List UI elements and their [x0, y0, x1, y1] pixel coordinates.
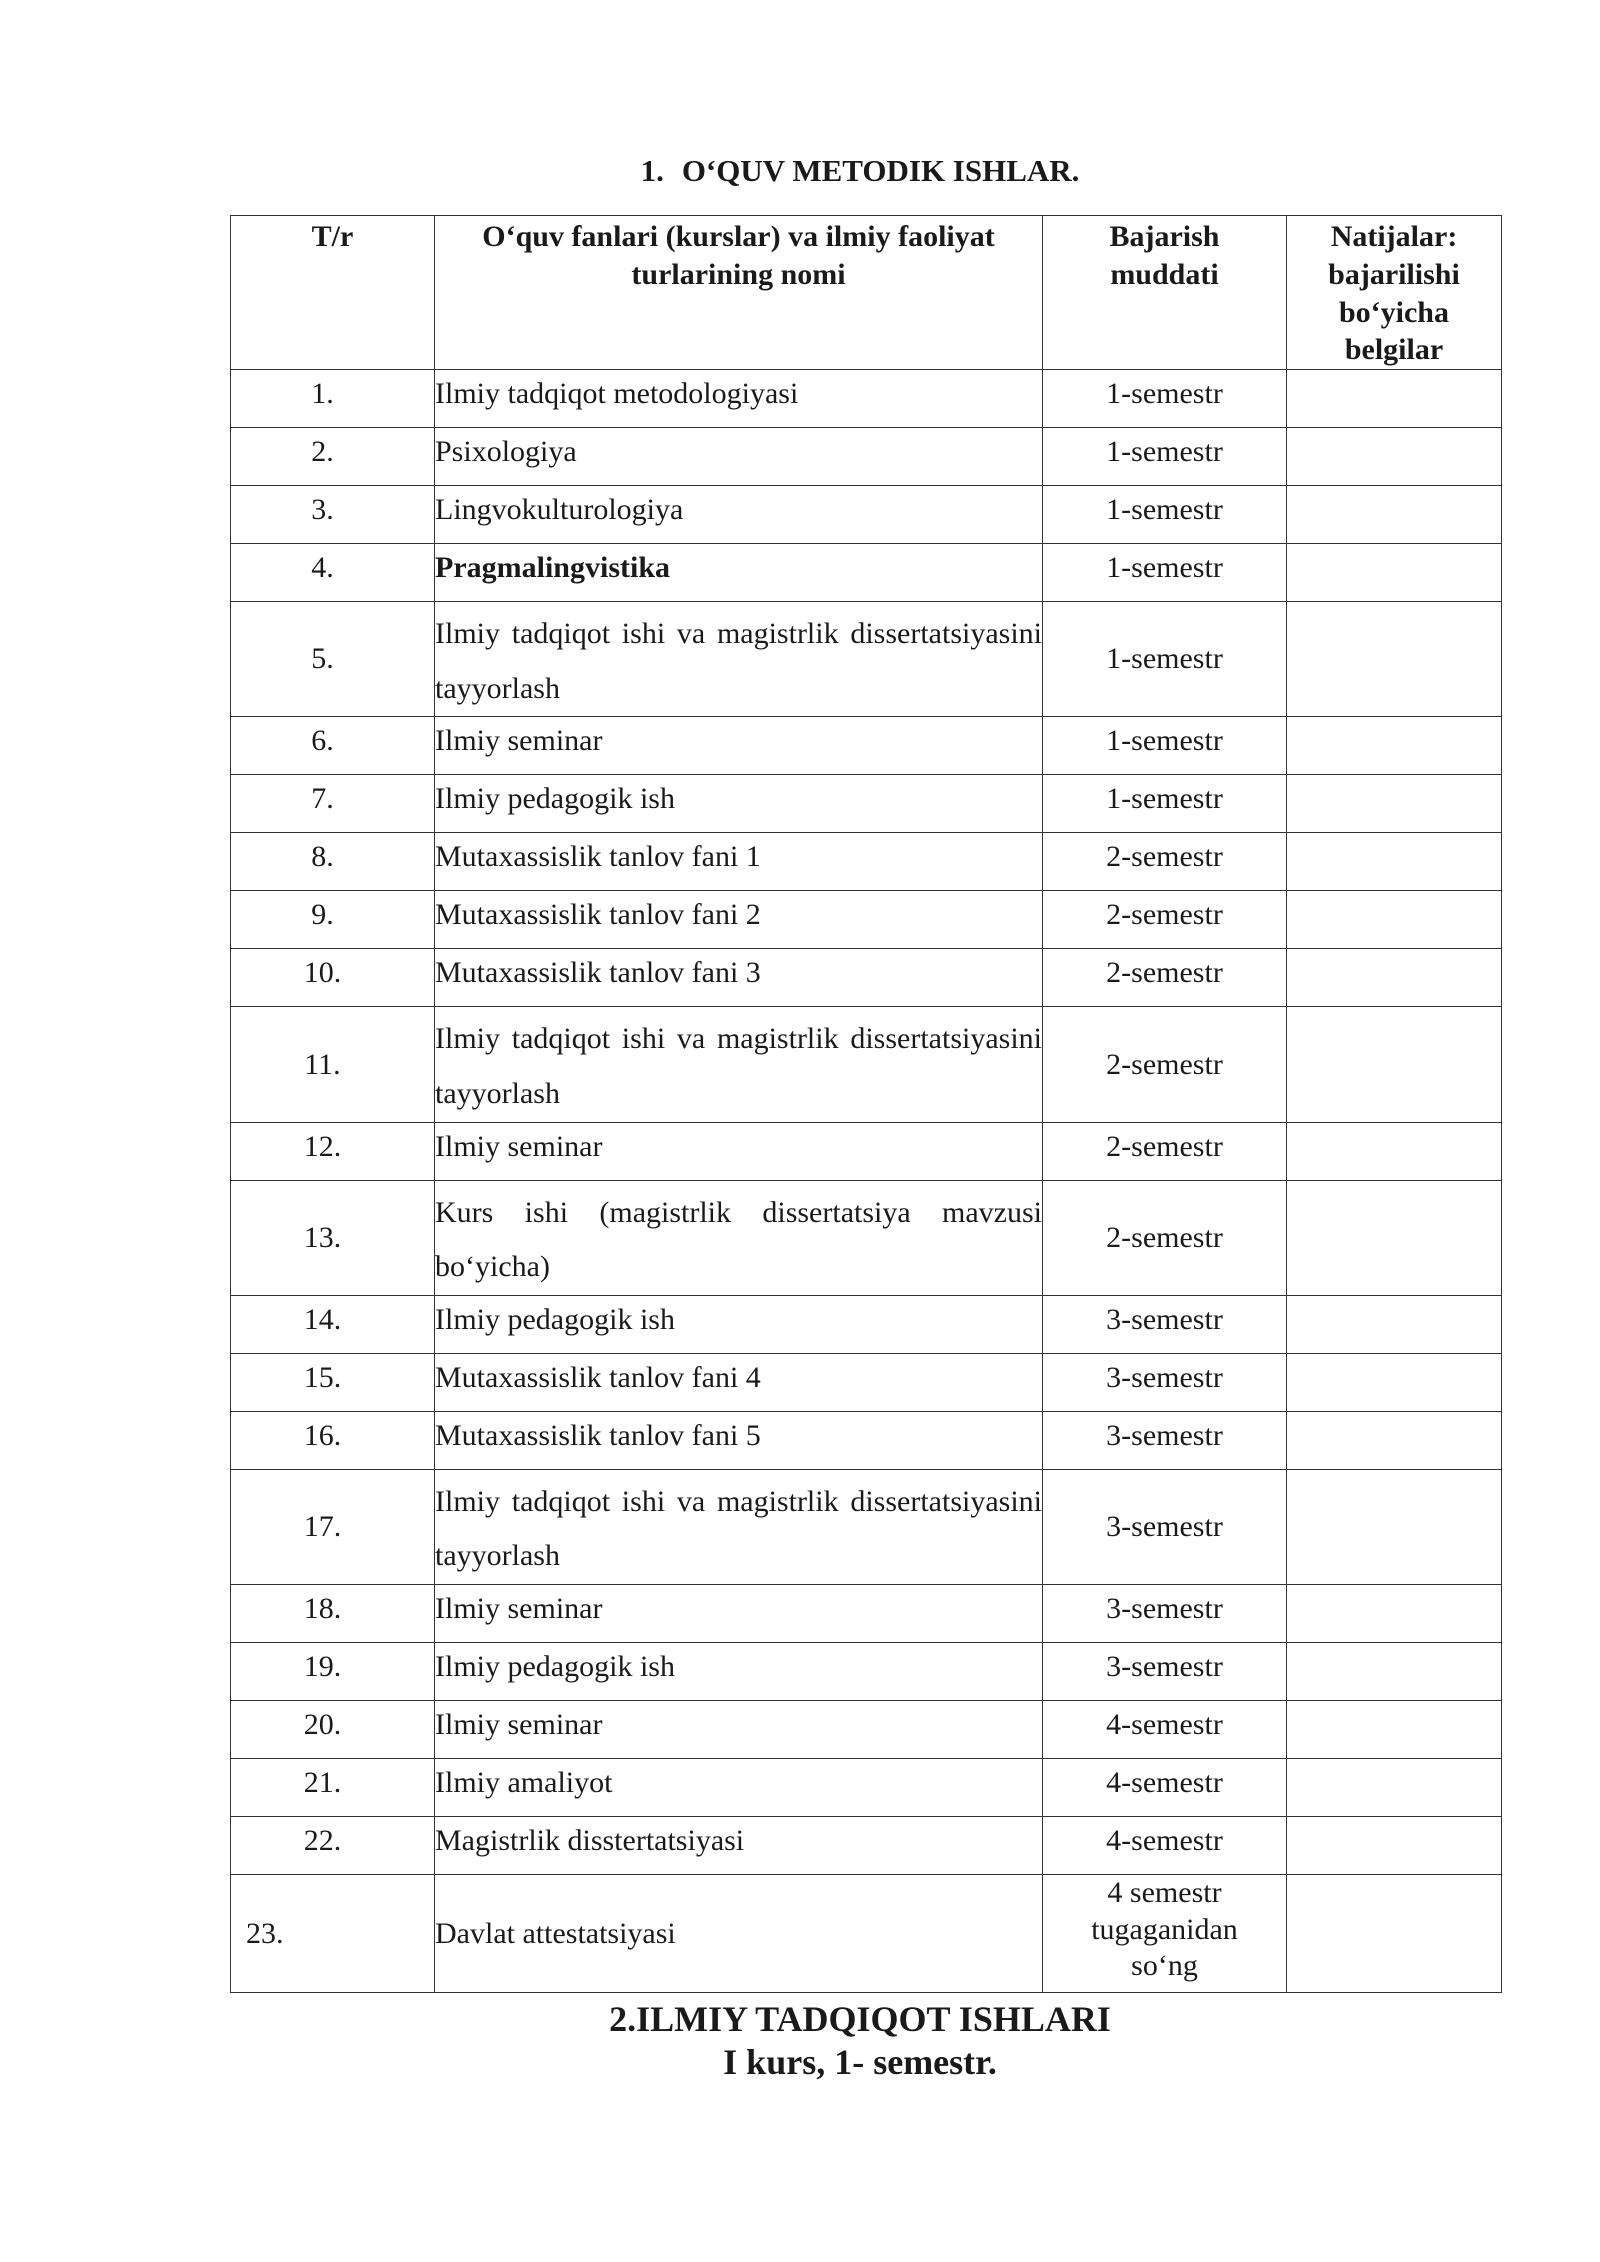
row-number: 9. — [311, 898, 334, 932]
table-row — [231, 1584, 1502, 1642]
table-row — [231, 1007, 1502, 1122]
row-number: 21. — [303, 1765, 342, 1799]
row-number: 3. — [311, 493, 334, 527]
row-number: 6. — [311, 724, 334, 758]
result-cell — [1287, 891, 1502, 949]
table-row — [231, 370, 1502, 428]
course-name: Mutaxassislik tanlov fani 4 — [435, 1353, 1043, 1411]
table-row — [231, 1700, 1502, 1758]
row-number-cell — [231, 1469, 435, 1584]
table-row — [231, 1816, 1502, 1874]
row-number-cell — [231, 891, 435, 949]
section-2-heading — [0, 1998, 1600, 2084]
header-deadline: Bajarish muddati — [1043, 216, 1287, 370]
deadline: 1-semestr — [1043, 370, 1287, 428]
section-1-number: 1. — [640, 153, 664, 188]
deadline: 2-semestr — [1043, 1180, 1287, 1295]
result-cell — [1287, 1469, 1502, 1584]
result-cell — [1287, 544, 1502, 602]
course-name: Ilmiy seminar — [435, 1584, 1043, 1642]
table-body — [231, 370, 1502, 1993]
row-number: 2. — [311, 435, 334, 469]
result-cell — [1287, 1584, 1502, 1642]
deadline: 3-semestr — [1043, 1642, 1287, 1700]
deadline: 1-semestr — [1043, 544, 1287, 602]
row-number: 4. — [311, 551, 334, 585]
row-number: 22. — [303, 1823, 342, 1857]
table-row — [231, 891, 1502, 949]
result-cell — [1287, 370, 1502, 428]
row-number: 20. — [303, 1707, 342, 1741]
result-cell — [1287, 1007, 1502, 1122]
course-name: Mutaxassislik tanlov fani 1 — [435, 833, 1043, 891]
result-cell — [1287, 1295, 1502, 1353]
result-cell — [1287, 1642, 1502, 1700]
row-number-cell — [231, 602, 435, 717]
row-number-cell — [231, 370, 435, 428]
table-row — [231, 1469, 1502, 1584]
row-number-cell — [231, 486, 435, 544]
table-row — [231, 833, 1502, 891]
row-number: 1. — [311, 377, 334, 411]
row-number-cell — [231, 1411, 435, 1469]
deadline: 3-semestr — [1043, 1469, 1287, 1584]
row-number: 23. — [246, 1916, 284, 1950]
table-header-row — [231, 216, 1502, 370]
course-name: Ilmiy pedagogik ish — [435, 775, 1043, 833]
deadline: 1-semestr — [1043, 486, 1287, 544]
deadline: 1-semestr — [1043, 775, 1287, 833]
table-row — [231, 1122, 1502, 1180]
table-row — [231, 1874, 1502, 1992]
result-cell — [1287, 833, 1502, 891]
row-number-cell — [231, 1816, 435, 1874]
header-number: T/r — [231, 216, 435, 370]
row-number-cell — [231, 1874, 435, 1992]
row-number-cell — [231, 1642, 435, 1700]
deadline: 2-semestr — [1043, 1007, 1287, 1122]
result-cell — [1287, 1122, 1502, 1180]
deadline: 3-semestr — [1043, 1295, 1287, 1353]
result-cell — [1287, 1411, 1502, 1469]
row-number: 17. — [303, 1509, 342, 1543]
deadline: 1-semestr — [1043, 602, 1287, 717]
course-name: Ilmiy pedagogik ish — [435, 1642, 1043, 1700]
result-cell — [1287, 428, 1502, 486]
table-row — [231, 1353, 1502, 1411]
course-name: Lingvokulturologiya — [435, 486, 1043, 544]
deadline: 2-semestr — [1043, 1122, 1287, 1180]
section-1-heading — [0, 153, 1600, 189]
deadline: 3-semestr — [1043, 1353, 1287, 1411]
row-number: 14. — [303, 1302, 342, 1336]
course-name: Psixologiya — [435, 428, 1043, 486]
table-row — [231, 1295, 1502, 1353]
result-cell — [1287, 486, 1502, 544]
course-name: Ilmiy tadqiqot ishi va magistrlik dissertatsiyasini tayyorlash — [435, 1007, 1043, 1122]
study-plan-table — [230, 215, 1502, 1993]
course-name: Ilmiy seminar — [435, 1700, 1043, 1758]
course-name: Ilmiy tadqiqot ishi va magistrlik dissertatsiyasini tayyorlash — [435, 1469, 1043, 1584]
course-name: Ilmiy tadqiqot metodologiyasi — [435, 370, 1043, 428]
row-number: 13. — [303, 1220, 342, 1254]
table-row — [231, 428, 1502, 486]
deadline: 2-semestr — [1043, 949, 1287, 1007]
table-header — [231, 216, 1502, 370]
section-2-title: 2.ILMIY TADQIQOT ISHLARI — [609, 1999, 1111, 2039]
course-name: Ilmiy tadqiqot ishi va magistrlik dissertatsiyasini tayyorlash — [435, 602, 1043, 717]
row-number-cell — [231, 1007, 435, 1122]
deadline: 4 semestr tugaganidan so‘ng — [1043, 1874, 1287, 1992]
row-number-cell — [231, 1180, 435, 1295]
row-number-cell — [231, 1295, 435, 1353]
header-results: Natijalar: bajarilishi bo‘yicha belgilar — [1287, 216, 1502, 370]
table-row — [231, 602, 1502, 717]
row-number-cell — [231, 775, 435, 833]
result-cell — [1287, 717, 1502, 775]
course-name: Ilmiy pedagogik ish — [435, 1295, 1043, 1353]
result-cell — [1287, 1353, 1502, 1411]
course-name: Kurs ishi (magistrlik dissertatsiya mavzusi bo‘yicha) — [435, 1180, 1043, 1295]
result-cell — [1287, 1180, 1502, 1295]
course-name: Mutaxassislik tanlov fani 3 — [435, 949, 1043, 1007]
section-2-subtitle: I kurs, 1- semestr. — [723, 2042, 997, 2083]
header-course-name: O‘quv fanlari (kurslar) va ilmiy faoliyat turlarining nomi — [435, 216, 1043, 370]
course-name: Ilmiy seminar — [435, 1122, 1043, 1180]
table-row — [231, 1180, 1502, 1295]
result-cell — [1287, 602, 1502, 717]
row-number: 7. — [311, 782, 334, 816]
table-row — [231, 544, 1502, 602]
deadline: 2-semestr — [1043, 891, 1287, 949]
row-number-cell — [231, 949, 435, 1007]
deadline: 3-semestr — [1043, 1584, 1287, 1642]
deadline: 4-semestr — [1043, 1700, 1287, 1758]
course-name: Magistrlik disstertatsiyasi — [435, 1816, 1043, 1874]
row-number-cell — [231, 833, 435, 891]
row-number: 16. — [303, 1418, 342, 1452]
row-number: 19. — [303, 1649, 342, 1683]
deadline: 4-semestr — [1043, 1816, 1287, 1874]
deadline: 3-semestr — [1043, 1411, 1287, 1469]
row-number-cell — [231, 717, 435, 775]
result-cell — [1287, 949, 1502, 1007]
course-name: Mutaxassislik tanlov fani 5 — [435, 1411, 1043, 1469]
course-name: Ilmiy amaliyot — [435, 1758, 1043, 1816]
course-name: Davlat attestatsiyasi — [435, 1874, 1043, 1992]
deadline: 2-semestr — [1043, 833, 1287, 891]
row-number: 10. — [303, 956, 342, 990]
row-number-cell — [231, 1700, 435, 1758]
table-row — [231, 1758, 1502, 1816]
row-number-cell — [231, 1353, 435, 1411]
course-name: Mutaxassislik tanlov fani 2 — [435, 891, 1043, 949]
row-number-cell — [231, 1584, 435, 1642]
result-cell — [1287, 1700, 1502, 1758]
result-cell — [1287, 1874, 1502, 1992]
course-name: Ilmiy seminar — [435, 717, 1043, 775]
table-row — [231, 1411, 1502, 1469]
deadline: 1-semestr — [1043, 428, 1287, 486]
section-1-title: O‘QUV METODIK ISHLAR. — [681, 153, 1080, 188]
row-number: 5. — [311, 642, 334, 676]
row-number: 15. — [303, 1360, 342, 1394]
result-cell — [1287, 1816, 1502, 1874]
row-number-cell — [231, 1758, 435, 1816]
table-row — [231, 1642, 1502, 1700]
row-number: 11. — [304, 1047, 341, 1081]
row-number-cell — [231, 544, 435, 602]
table-row — [231, 775, 1502, 833]
row-number-cell — [231, 1122, 435, 1180]
table-row — [231, 486, 1502, 544]
table-row — [231, 949, 1502, 1007]
table-row — [231, 717, 1502, 775]
result-cell — [1287, 1758, 1502, 1816]
row-number-cell — [231, 428, 435, 486]
deadline: 4-semestr — [1043, 1758, 1287, 1816]
result-cell — [1287, 775, 1502, 833]
row-number: 12. — [303, 1129, 342, 1163]
row-number: 8. — [311, 840, 334, 874]
deadline: 1-semestr — [1043, 717, 1287, 775]
row-number: 18. — [303, 1591, 342, 1625]
course-name: Pragmalingvistika — [435, 544, 1043, 602]
